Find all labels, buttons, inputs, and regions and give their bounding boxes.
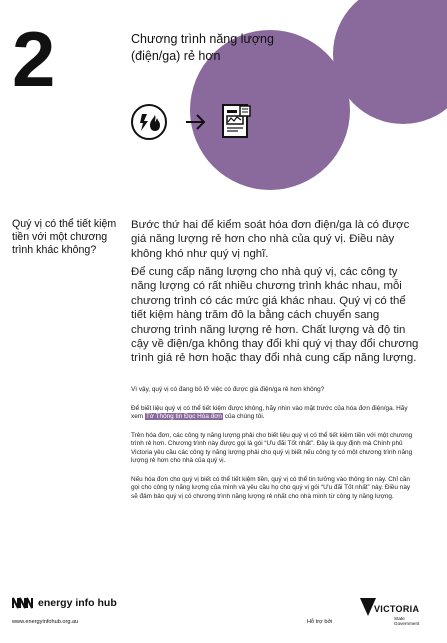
victoria-government-logo (360, 598, 430, 632)
body-text: Để biết liệu quý vị có thể tiết kiệm được không, hãy nhìn vào mặt trước của hóa đơn điện/ga. Hãy xem (131, 405, 408, 421)
energy-info-hub-logo (12, 597, 117, 609)
lead-paragraph-1: Bước thứ hai để kiểm soát hóa đơn điện/ga là có được giá năng lượng rẻ hơn cho nhà của quý vị. Điều này không khó như quý vị nghĩ. (131, 219, 410, 260)
side-question: Quý vị có thể tiết kiệm tiền với một chương trình khác không? (12, 218, 117, 256)
energy-bill-icon (220, 103, 254, 141)
energy-to-bill-icons (130, 103, 260, 143)
decorative-circle-top (333, 0, 447, 124)
body-paragraph-1: Vì vậy, quý vị có đang bỏ lỡ việc có được giá điện/ga rẻ hơn không? (131, 386, 325, 393)
state-label: State (394, 616, 405, 621)
website-url[interactable]: www.energyinfohub.org.au (12, 619, 79, 625)
body-paragraph-2 (131, 405, 416, 422)
bill-reading-factsheet-link[interactable]: Tờ Thông tin Đọc Hóa đơn (145, 413, 222, 421)
brand-name: energy info hub (38, 597, 117, 609)
section-number: 2 (12, 15, 56, 103)
arrow-right-icon (185, 113, 207, 131)
government-label: Government (394, 621, 420, 627)
lead-paragraph-2: Để cung cấp năng lượng cho nhà quý vị, các công ty năng lượng có rất nhiều chương trình khác nhau, mỗi chương trình có các mức giá khác nhau. Quý vị có thể tiết kiệm hàng trăm đô la bằng cách chuyển sang chương trình năng lượng rẻ hơn. Chất lượng và độ tin cậy về điện/ga không thay đổi khi quý vị thay đổi chương trình giá rẻ hơn hoặc thay đổi nhà cung cấp năng lượng. (131, 266, 419, 365)
body-paragraph-3: Trên hóa đơn, các công ty năng lượng phải cho biết liệu quý vị có thể tiết kiệm tiền với một chương trình rẻ hơn. Chương trình này được gọi là gói “Ưu đãi Tốt nhất”. Đây là quy định mà Chính phủ Victoria yêu cầu các công ty năng lượng phải cho quý vị biết nếu công ty có một chương trình năng lượng rẻ hơn cho nhà của quý vị. (131, 432, 413, 465)
victoria-word: VICTORIA (374, 604, 420, 614)
energy-info-hub-logo-icon (12, 597, 34, 609)
flame-bolt-icon (130, 103, 168, 141)
state-government-label (394, 616, 419, 626)
page-title: Chương trình năng lượng (điện/ga) rẻ hơn (131, 32, 274, 63)
body-paragraph-4: Nếu hóa đơn cho quý vị biết có thể tiết kiệm tiền, quý vị có thể tin tưởng vào thông tin này. Chỉ cần gọi cho công ty năng lượng của mình và yêu cầu họ cho quý vị gói “Ưu đãi Tốt nhất” này. Điều này sẽ đảm bảo quý vị có chương trình năng lượng rẻ nhất cho nhà mình từ công ty năng lượng. (131, 476, 411, 500)
body-text: của chúng tôi. (222, 413, 265, 421)
support-label: Hỗ trợ bởi (307, 619, 333, 625)
